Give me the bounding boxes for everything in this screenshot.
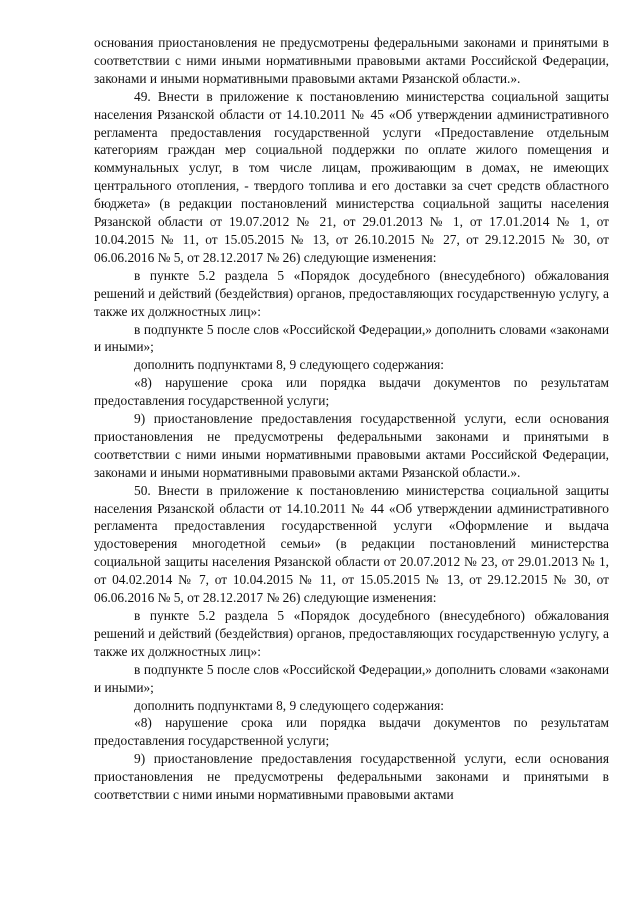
paragraph-item-49: 49. Внести в приложение к постановлению министерства социальной защиты населения Рязанской области от 14.10.2011 № 45 «Об утверждении административного регламента предоставления государственной услуги «Предоставление отдельным категориям граждан мер социальной поддержки по оплате жилого помещения и коммунальных услуг, в том числе лицам, проживающим в домах, не имеющих центрального отопления, - твердого топлива и его доставки за счет средств областного бюджета» (в редакции постановлений министерства социальной защиты населения Рязанской области от 19.07.2012 № 21, от 29.01.2013 № 1, от 17.01.2014 № 1, от 10.04.2015 № 11, от 15.05.2015 № 13, от 26.10.2015 № 27, от 29.12.2015 № 30, от 06.06.2016 № 5, от 28.12.2017 № 26) следующие изменения: [94, 88, 609, 265]
page-header-mark [240, 0, 254, 8]
paragraph-item-50-sub-9: 9) приостановление предоставления государственной услуги, если основания приостановления не предусмотрены федеральными законами и принятыми в соответствии с ними иными нормативными правовыми актами [94, 751, 609, 803]
paragraph-item-50: 50. Внести в приложение к постановлению министерства социальной защиты населения Рязанской области от 14.10.2011 № 44 «Об утверждении административного регламента предоставления государственной услуги «Оформление и выдача удостоверения многодетной семьи» (в редакции постановлений министерства социальной защиты населения Рязанской области от 20.07.2012 № 23, от 29.01.2013 № 1, от 04.02.2014 № 7, от 10.04.2015 № 11, от 15.05.2015 № 13, от 29.12.2015 № 30, от 06.06.2016 № 5, от 28.12.2017 № 26) следующие изменения: [94, 482, 609, 606]
paragraph-item-49-add: дополнить подпунктами 8, 9 следующего содержания: [134, 357, 445, 373]
paragraph-item-50-section: в пункте 5.2 раздела 5 «Порядок досудебного (внесудебного) обжалования решений и действий (бездействия) органов, предоставляющих государственную услугу, а также их должностных лиц»: [94, 608, 609, 659]
paragraph-item-49-subpoint-5: в подпункте 5 после слов «Российской Федерации,» дополнить словами «законами и иными»; [94, 321, 609, 355]
paragraph-item-50-sub-8: «8) нарушение срока или порядка выдачи документов по результатам предоставления государственной услуги; [94, 715, 609, 749]
paragraph-item-50-add: дополнить подпунктами 8, 9 следующего содержания: [134, 697, 445, 713]
paragraph-item-50-subpoint-5: в подпункте 5 после слов «Российской Федерации,» дополнить словами «законами и иными»; [94, 661, 609, 695]
paragraph-item-49-sub-9: 9) приостановление предоставления государственной услуги, если основания приостановления не предусмотрены федеральными законами и принятыми в соответствии с ними иными нормативными правовыми актами Российской Федерации, законами и иными нормативными правовыми актами Рязанской области.». [94, 411, 609, 480]
document-body [94, 34, 609, 804]
paragraph-item-49-sub-8: «8) нарушение срока или порядка выдачи документов по результатам предоставления государственной услуги; [94, 375, 609, 409]
paragraph-item-49-section: в пункте 5.2 раздела 5 «Порядок досудебного (внесудебного) обжалования решений и действий (бездействия) органов, предоставляющих государственную услугу, а также их должностных лиц»: [94, 267, 609, 319]
paragraph-continuation: основания приостановления не предусмотрены федеральными законами и принятыми в соответствии с ними иными нормативными правовыми актами Российской Федерации, законами и иными нормативными правовыми актами Рязанской области.». [94, 35, 609, 86]
